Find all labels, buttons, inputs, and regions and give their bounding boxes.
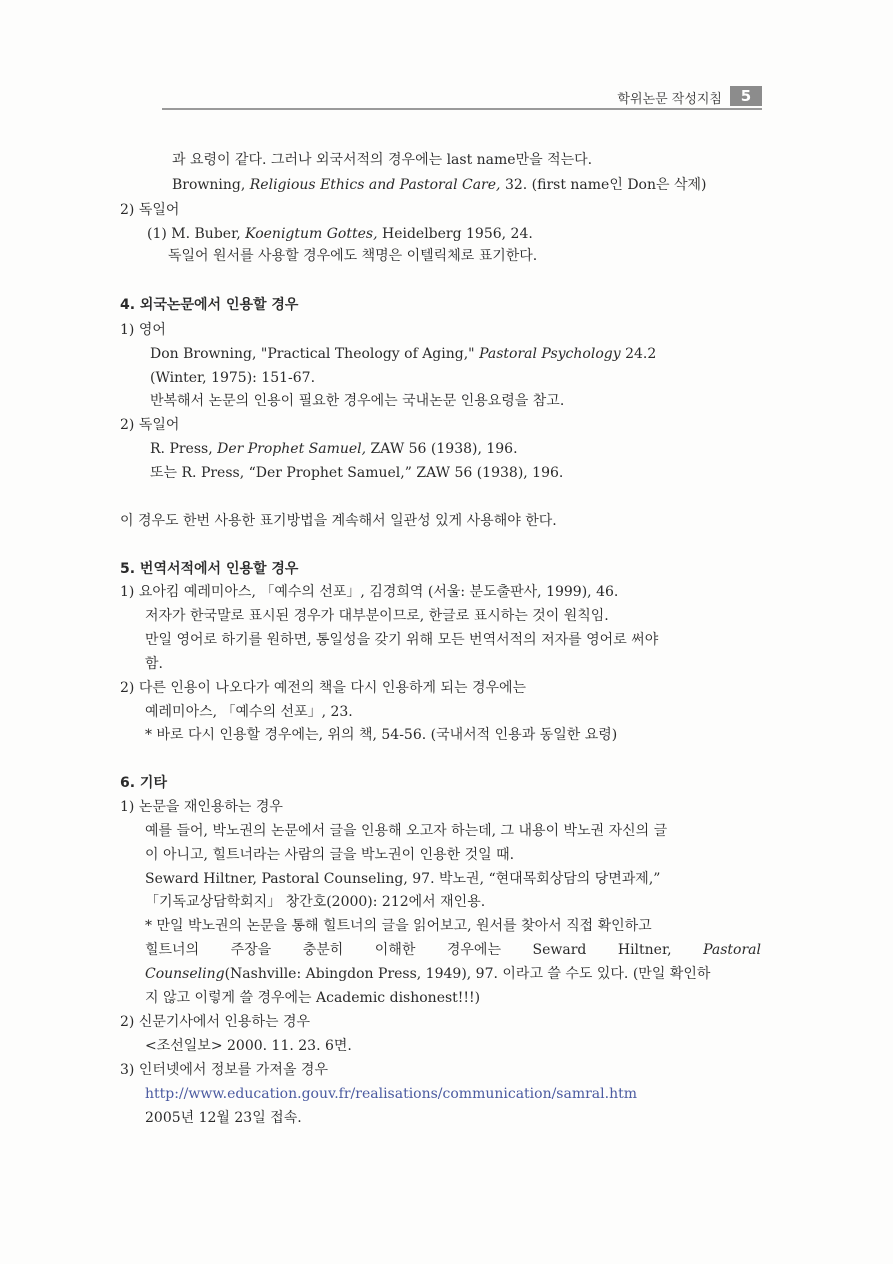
section-heading: 5. 번역서적에서 인용할 경우 (120, 561, 299, 577)
citation-line (172, 176, 706, 194)
text-line: 지 않고 이렇게 쓸 경우에는 Academic dishonest!!!) (145, 990, 481, 1006)
header-rule (162, 108, 762, 110)
text-line: (Winter, 1975): 151-67. (150, 370, 316, 386)
text-line: 이 아니고, 힐트너라는 사람의 글을 박노권이 인용한 것일 때. (145, 847, 515, 863)
text-line: 반복해서 논문의 인용이 필요한 경우에는 국내논문 인용요령을 참고. (150, 393, 565, 409)
citation-line (147, 225, 533, 243)
citation-line (150, 345, 656, 363)
url-link[interactable]: http://www.education.gouv.fr/realisations/communication/samral.htm (145, 1086, 638, 1102)
list-item: 2) 다른 인용이 나오다가 예전의 책을 다시 인용하게 되는 경우에는 (120, 680, 527, 696)
section-heading: 4. 외국논문에서 인용할 경우 (120, 297, 299, 313)
text-line: 독일어 원서를 사용할 경우에도 책명은 이텔릭체로 표기한다. (168, 248, 538, 264)
text-line: 과 요령이 같다. 그러나 외국서적의 경우에는 last name만을 적는다. (172, 152, 593, 168)
text-line: 또는 R. Press, “Der Prophet Samuel,” ZAW 56 (1938), 196. (150, 465, 564, 481)
list-item: 2) 독일어 (120, 417, 180, 433)
text-line: 2005년 12월 23일 접속. (145, 1110, 302, 1126)
list-item: 2) 독일어 (120, 202, 180, 218)
list-item: 3) 인터넷에서 정보를 가져올 경우 (120, 1062, 328, 1078)
text-line: 「기독교상담학회지」 창간호(2000): 212에서 재인용. (145, 894, 486, 910)
text-line: 저자가 한국말로 표시된 경우가 대부분이므로, 한글로 표시하는 것이 원칙임. (145, 608, 609, 624)
citation-text: (Nashville: Abingdon Press, 1949), 97. 이라고 쓸 수도 있다. (만일 확인하 (224, 966, 711, 982)
book-title: Pastoral (703, 942, 761, 958)
citation-line (145, 965, 710, 983)
citation-text: ZAW 56 (1938), 196. (366, 441, 518, 457)
citation-text: 32. (first name인 Don은 삭제) (500, 177, 707, 193)
citation-line (150, 440, 518, 458)
text-line: * 만일 박노권의 논문을 통해 힐트너의 글을 읽어보고, 원서를 찾아서 직접 확인하고 (145, 918, 652, 934)
citation-text: 힐트너의 주장을 충분히 이해한 경우에는 Seward Hiltner, (145, 942, 704, 958)
citation-text: 24.2 (620, 346, 657, 362)
citation-text: Don Browning, "Practical Theology of Aging," (150, 346, 480, 362)
citation-text: Browning, (172, 177, 250, 193)
book-title: Koenigtum Gottes, (245, 226, 378, 242)
text-line: 예레미아스, 「예수의 선포」, 23. (145, 704, 353, 720)
text-line: <조선일보> 2000. 11. 23. 6면. (145, 1038, 352, 1054)
citation-text: R. Press, (150, 441, 218, 457)
list-item: 1) 영어 (120, 322, 166, 338)
list-item: 1) 요아킴 예레미아스, 「예수의 선포」, 김경희역 (서울: 분도출판사, 1999), 46. (120, 584, 619, 600)
book-title: Religious Ethics and Pastoral Care, (249, 177, 501, 193)
journal-title: Pastoral Psychology (479, 346, 621, 362)
list-item: 1) 논문을 재인용하는 경우 (120, 799, 283, 815)
page-number: 5 (730, 86, 762, 106)
text-line: 예를 들어, 박노권의 논문에서 글을 인용해 오고자 하는데, 그 내용이 박노권 자신의 글 (145, 823, 668, 839)
text-line: * 바로 다시 인용할 경우에는, 위의 책, 54-56. (국내서적 인용과 동일한 요령) (145, 727, 618, 743)
section-heading: 6. 기타 (120, 775, 167, 791)
book-title: Counseling (145, 966, 225, 982)
book-title: Der Prophet Samuel, (217, 441, 367, 457)
text-line: 이 경우도 한번 사용한 표기방법을 계속해서 일관성 있게 사용해야 한다. (120, 513, 557, 529)
citation-line (145, 941, 761, 959)
text-line: 만일 영어로 하기를 원하면, 통일성을 갖기 위해 모든 번역서적의 저자를 영어로 써야 (145, 632, 659, 648)
list-item: 2) 신문기사에서 인용하는 경우 (120, 1014, 311, 1030)
citation-text: Heidelberg 1956, 24. (377, 226, 533, 242)
citation-text: (1) M. Buber, (147, 226, 246, 242)
running-title: 학위논문 작성지침 (617, 92, 722, 107)
page-header (162, 86, 762, 108)
text-line: 함. (145, 656, 163, 672)
text-line: Seward Hiltner, Pastoral Counseling, 97. 박노권, “현대목회상담의 당면과제,” (145, 871, 661, 887)
